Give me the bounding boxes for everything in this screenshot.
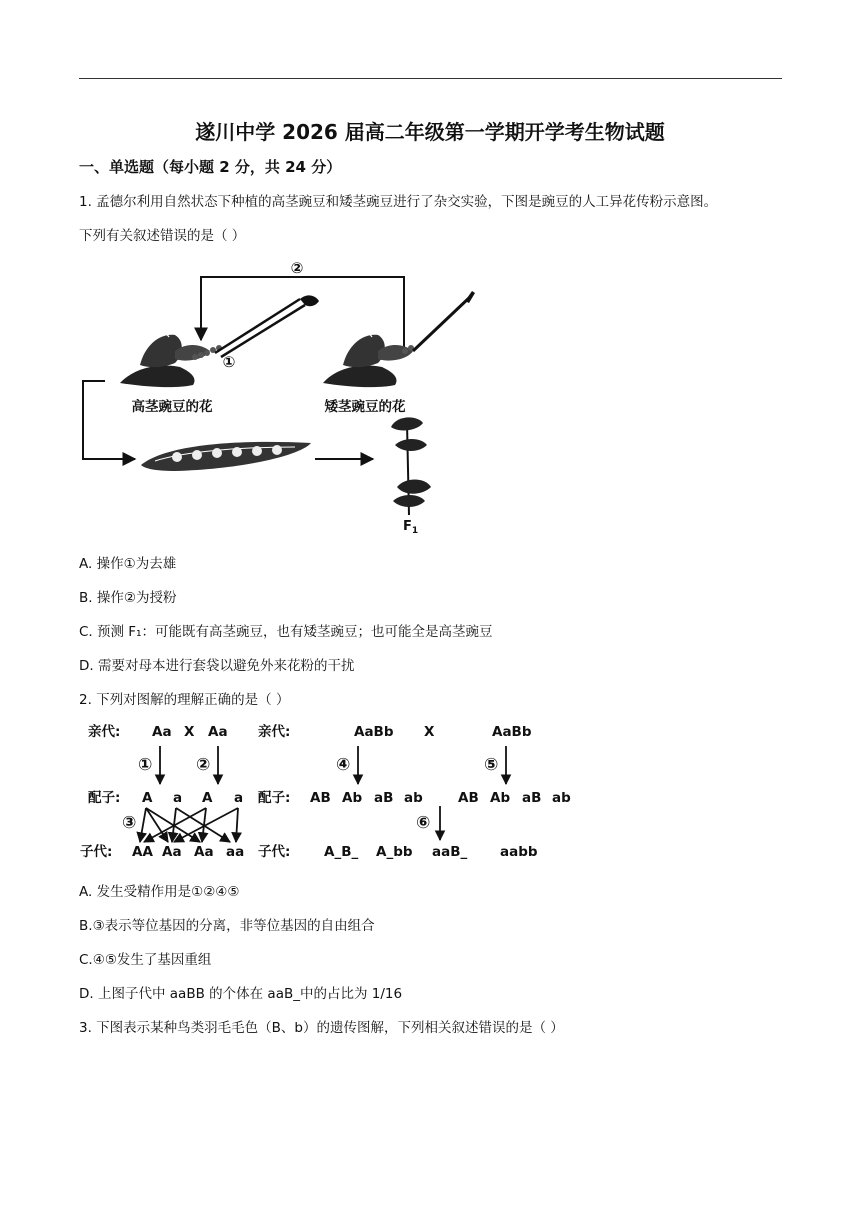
option-label: C. [79, 952, 93, 968]
right-gamete: aB [374, 790, 394, 806]
option-label: A. [79, 556, 93, 572]
right-gamete: ab [404, 790, 423, 806]
marker-4: ④ [336, 755, 351, 775]
f1-label-main: F [403, 519, 412, 534]
right-offspring: aaB_ [432, 844, 468, 860]
q2-option-c [79, 948, 211, 968]
left-cross: X [184, 724, 195, 740]
forceps-tool [215, 295, 319, 357]
parent-label-left: 亲代: [88, 724, 121, 740]
right-offspring: aabb [500, 844, 538, 860]
q2-option-d [79, 982, 402, 1002]
marker-6: ⑥ [416, 813, 431, 833]
right-offspring: A_B_ [324, 844, 359, 860]
left-gamete: a [173, 790, 183, 806]
right-parent-2: AaBb [492, 724, 532, 740]
option-label: C. [79, 624, 93, 640]
q1-option-b [79, 586, 176, 606]
option-text: ③表示等位基因的分离，非等位基因的自由组合 [92, 918, 375, 934]
tall-flower-label: 高茎豌豆的花 [131, 399, 213, 415]
marker-1: ① [138, 755, 153, 775]
option-label: D. [79, 658, 94, 674]
marker-3: ③ [122, 813, 137, 833]
offspring-label-left: 子代: [80, 844, 113, 860]
q1-step2-marker: ② [290, 259, 304, 277]
right-cross: X [424, 724, 435, 740]
page-title: 遂川中学 2026 届高二年级第一学期开学考生物试题 [195, 120, 665, 144]
brush-tool [413, 291, 475, 351]
left-offspring: AA [132, 844, 153, 860]
right-gamete: AB [458, 790, 479, 806]
option-text: ④⑤发生了基因重组 [92, 952, 212, 968]
q2-option-b [79, 914, 375, 934]
right-gamete: aB [522, 790, 542, 806]
left-offspring: aa [226, 844, 245, 860]
option-text: 操作①为去雄 [96, 556, 177, 572]
q1-option-c [79, 620, 492, 640]
q1-option-d [79, 654, 354, 674]
left-gamete: A [202, 790, 213, 806]
f1-pea-plant [391, 417, 431, 515]
option-text: 上图子代中 aaBB 的个体在 aaB_中的占比为 1/16 [97, 986, 403, 1002]
option-label: D. [79, 986, 94, 1002]
section-heading: 一、单选题（每小题 2 分，共 24 分） [79, 158, 342, 176]
q2-stem: 2. 下列对图解的理解正确的是（ ） [79, 692, 290, 708]
left-parent-2: Aa [208, 724, 228, 740]
option-label: B. [79, 590, 93, 606]
left-gamete: a [234, 790, 244, 806]
parent-label-right: 亲代: [258, 724, 291, 740]
right-gamete: ab [552, 790, 571, 806]
offspring-label-right: 子代: [258, 844, 291, 860]
pea-pod [141, 442, 311, 471]
f1-label-sub: 1 [411, 526, 419, 535]
q1-stem-line2: 下列有关叙述错误的是（ ） [79, 228, 246, 244]
left-parent-1: Aa [152, 724, 172, 740]
option-text: 预测 F₁：可能既有高茎豌豆，也有矮茎豌豆；也可能全是高茎豌豆 [97, 624, 493, 640]
right-offspring: A_bb [376, 844, 413, 860]
option-label: B. [79, 918, 93, 934]
right-gamete: Ab [342, 790, 363, 806]
f1-label [403, 519, 418, 535]
short-flower-label: 矮茎豌豆的花 [324, 399, 406, 415]
marker-5: ⑤ [484, 755, 499, 775]
marker-2: ② [196, 755, 211, 775]
option-text: 操作②为授粉 [96, 590, 177, 606]
q2-genetics-diagram [80, 718, 580, 868]
left-offspring: Aa [194, 844, 214, 860]
left-gamete: A [142, 790, 153, 806]
q1-stem-line1: 1. 孟德尔利用自然状态下种植的高茎豌豆和矮茎豌豆进行了杂交实验，下图是豌豆的人工异花传粉示意图。 [79, 194, 718, 210]
short-pea-flower [323, 333, 414, 387]
gamete-label-right: 配子: [258, 790, 291, 806]
header-rule [79, 78, 782, 79]
left-offspring: Aa [162, 844, 182, 860]
q1-option-a [79, 552, 176, 572]
right-gamete: Ab [490, 790, 511, 806]
option-label: A. [79, 884, 93, 900]
q2-option-a [79, 880, 240, 900]
gamete-label-left: 配子: [88, 790, 121, 806]
q1-pollination-figure [75, 255, 485, 535]
option-text: 发生受精作用是①②④⑤ [96, 884, 240, 900]
q3-stem: 3. 下图表示某种鸟类羽毛毛色（B、b）的遗传图解，下列相关叙述错误的是（ ） [79, 1020, 564, 1036]
option-text: 需要对母本进行套袋以避免外来花粉的干扰 [97, 658, 355, 674]
q1-step1-marker: ① [222, 353, 236, 371]
right-gamete: AB [310, 790, 331, 806]
right-parent-1: AaBb [354, 724, 394, 740]
tall-pea-flower [120, 333, 222, 387]
